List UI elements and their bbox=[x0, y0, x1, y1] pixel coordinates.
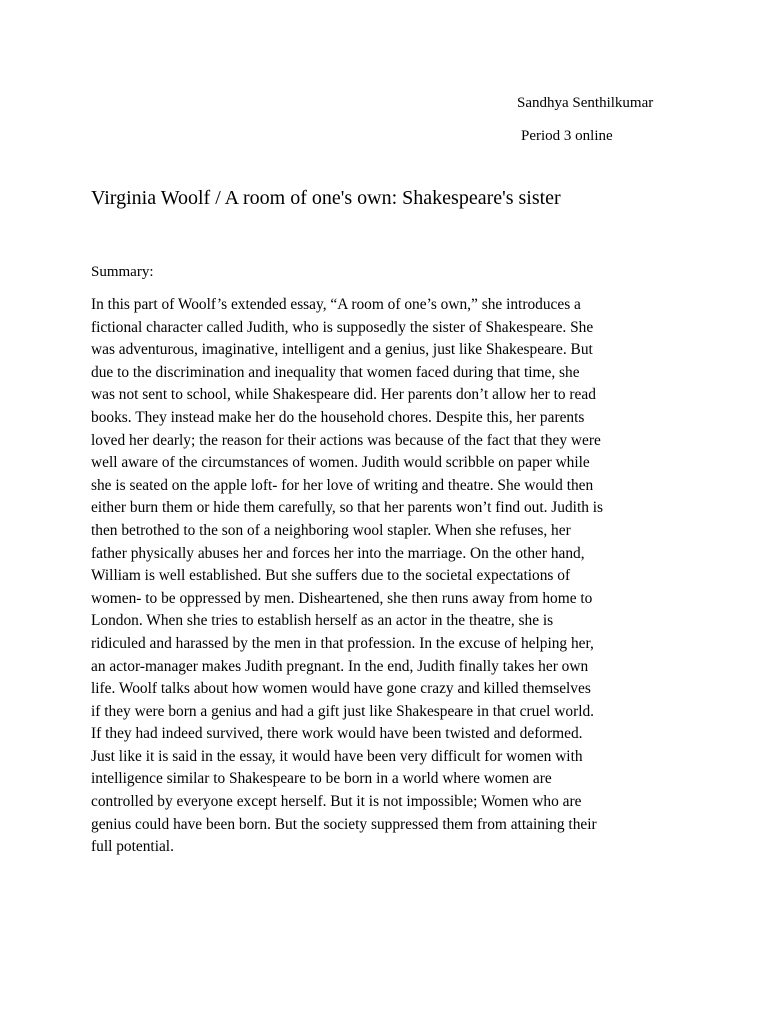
body-line: genius could have been born. But the society suppressed them from attaining their bbox=[91, 815, 597, 833]
body-line: was adventurous, imaginative, intelligent and a genius, just like Shakespeare. But bbox=[91, 341, 593, 359]
body-line: intelligence similar to Shakespeare to be born in a world where women are bbox=[91, 770, 552, 788]
summary-body bbox=[91, 294, 711, 859]
body-line: then betrothed to the son of a neighboring wool stapler. When she refuses, her bbox=[91, 521, 571, 539]
body-line: loved her dearly; the reason for their actions was because of the fact that they were bbox=[91, 431, 601, 449]
body-line: women- to be oppressed by men. Disheartened, she then runs away from home to bbox=[91, 589, 593, 607]
body-line: In this part of Woolf’s extended essay, “A room of one’s own,” she introduces a bbox=[91, 296, 581, 313]
body-line: father physically abuses her and forces her into the marriage. On the other hand, bbox=[91, 544, 585, 562]
body-line: full potential. bbox=[91, 838, 174, 856]
class-period: Period 3 online bbox=[521, 128, 613, 144]
body-line: she is seated on the apple loft- for her love of writing and theatre. She would then bbox=[91, 476, 594, 494]
document-title: Virginia Woolf / A room of one's own: Shakespeare's sister bbox=[91, 187, 561, 209]
body-line: if they were born a genius and had a gift just like Shakespeare in that cruel world. bbox=[91, 702, 595, 720]
body-line: an actor-manager makes Judith pregnant. In the end, Judith finally takes her own bbox=[91, 657, 589, 675]
body-line: fictional character called Judith, who is supposedly the sister of Shakespeare. She bbox=[91, 318, 594, 336]
body-line: either burn them or hide them carefully, so that her parents won’t find out. Judith is bbox=[91, 499, 604, 517]
body-line: William is well established. But she suffers due to the societal expectations of bbox=[91, 567, 571, 585]
body-line: well aware of the circumstances of women. Judith would scribble on paper while bbox=[91, 454, 590, 472]
body-line: life. Woolf talks about how women would have gone crazy and killed themselves bbox=[91, 680, 591, 698]
summary-heading: Summary: bbox=[91, 264, 154, 280]
body-line: ridiculed and harassed by the men in that profession. In the excuse of helping her, bbox=[91, 634, 594, 652]
body-line: books. They instead make her do the household chores. Despite this, her parents bbox=[91, 408, 585, 426]
body-line: London. When she tries to establish herself as an actor in the theatre, she is bbox=[91, 612, 554, 630]
body-line: was not sent to school, while Shakespeare did. Her parents don’t allow her to read bbox=[91, 386, 596, 404]
body-line: controlled by everyone except herself. But it is not impossible; Women who are bbox=[91, 793, 582, 811]
body-line: If they had indeed survived, there work would have been twisted and deformed. bbox=[91, 725, 583, 743]
body-line: due to the discrimination and inequality that women faced during that time, she bbox=[91, 363, 580, 381]
author-name: Sandhya Senthilkumar bbox=[517, 95, 654, 111]
body-line: Just like it is said in the essay, it would have been very difficult for women with bbox=[91, 747, 583, 765]
